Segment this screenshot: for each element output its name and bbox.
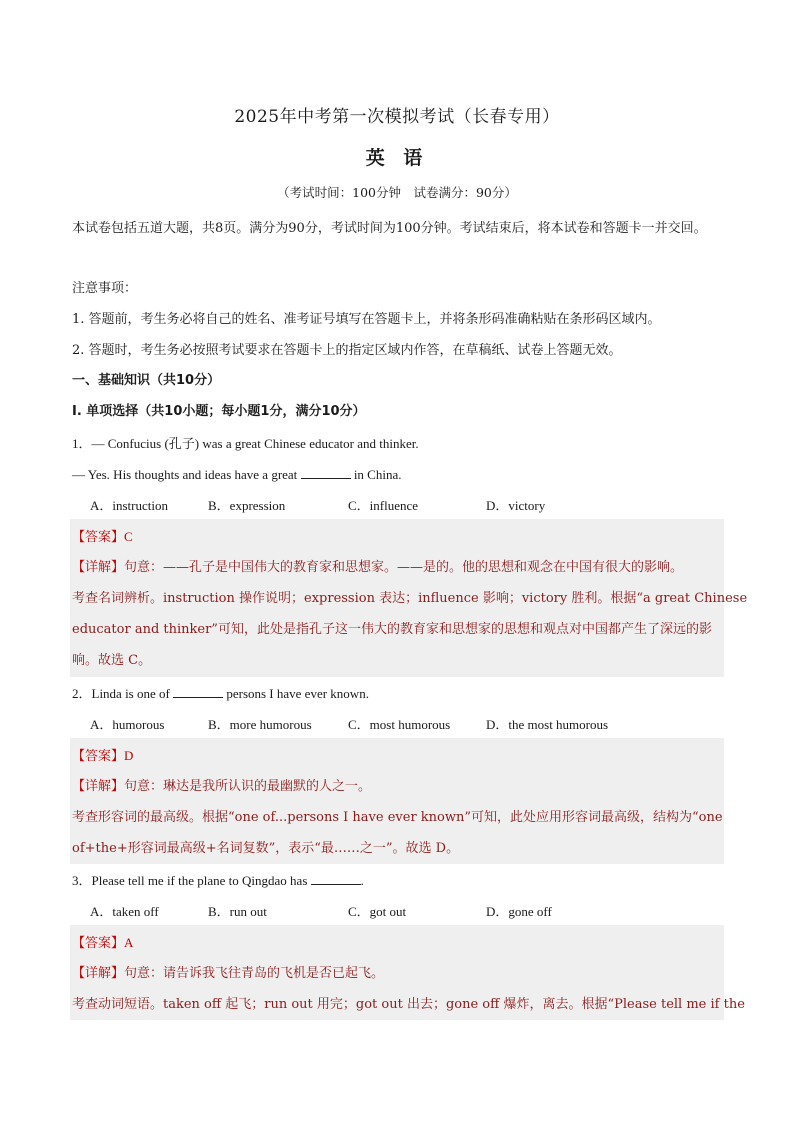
detail-label: 【详解】 xyxy=(72,560,125,575)
option-a: A．instruction xyxy=(90,498,168,513)
option-c: C．influence xyxy=(348,498,419,513)
option-d: D．the most humorous xyxy=(486,717,609,732)
answer-value: C xyxy=(124,529,133,544)
option-b: B．run out xyxy=(208,904,267,919)
detail-text: 句意：琳达是我所认识的最幽默的人之一。 xyxy=(124,779,372,794)
detail-row-1 xyxy=(72,558,722,578)
question-1-stem-2 xyxy=(72,465,724,485)
note-item-1: 1. 答题前，考生务必将自己的姓名、准考证号填写在答题卡上，并将条形码准确粘贴在条形码区域内。 xyxy=(72,312,661,327)
detail-text: 句意：请告诉我飞往青岛的飞机是否已起飞。 xyxy=(124,966,385,981)
question-2-answer-box xyxy=(70,738,724,864)
detail-row-2: 考查动词短语。taken off 起飞；run out 用完；got out 出去；gone off 爆炸，离去。根据“Please tell me if the xyxy=(72,997,745,1012)
answer-label: 【答案】 xyxy=(72,749,125,764)
question-3-answer-box xyxy=(70,925,745,1020)
option-d: D．gone off xyxy=(486,904,552,919)
answer-row xyxy=(72,933,722,954)
detail-row-1 xyxy=(72,964,722,984)
question-3-stem-a: 3．Please tell me if the plane to Qingdao has xyxy=(72,873,311,888)
answer-row xyxy=(72,527,722,548)
option-c: C．got out xyxy=(348,904,407,919)
page-title: 2025年中考第一次模拟考试（长春专用） xyxy=(234,107,560,127)
detail-row-1 xyxy=(72,777,722,797)
question-1-stem-2b: in China. xyxy=(350,467,402,482)
detail-label: 【详解】 xyxy=(72,966,125,981)
detail-row-2: 考查名词辨析。instruction 操作说明；expression 表达；influence 影响；victory 胜利。根据“a great Chinese xyxy=(72,591,748,606)
question-1-answer-box xyxy=(70,519,748,677)
answer-blank xyxy=(173,686,223,698)
option-b: B．more humorous xyxy=(208,717,312,732)
question-1-stem-2a: — Yes. His thoughts and ideas have a great xyxy=(72,467,301,482)
option-c: C．most humorous xyxy=(348,717,451,732)
option-b: B．expression xyxy=(208,498,286,513)
question-3-stem-b: . xyxy=(360,873,364,888)
option-a: A．taken off xyxy=(90,904,159,919)
part-heading: Ⅰ. 单项选择（共10小题；每小题1分，满分10分） xyxy=(72,404,366,419)
exam-info: （考试时间：100分钟 试卷满分：90分） xyxy=(277,185,517,200)
question-1-stem-1: 1．— Confucius (孔子) was a great Chinese educator and thinker. xyxy=(72,436,419,451)
note-item-2: 2. 答题时，考生务必按照考试要求在答题卡上的指定区域内作答，在草稿纸、试卷上答题无效。 xyxy=(72,343,622,358)
question-3-stem xyxy=(72,871,724,891)
detail-row-4: 响。故选 C。 xyxy=(72,653,152,668)
detail-text: 句意：——孔子是中国伟大的教育家和思想家。——是的。他的思想和观念在中国有很大的影响。 xyxy=(124,560,684,575)
detail-row-3: of+the+形容词最高级+名词复数”，表示“最……之一”。故选 D。 xyxy=(72,841,460,856)
answer-value: D xyxy=(124,748,134,763)
option-d: D．victory xyxy=(486,498,546,513)
detail-row-3: educator and thinker”可知，此处是指孔子这一伟大的教育家和思想家的思想和观点对中国都产生了深远的影 xyxy=(72,622,712,637)
option-a: A．humorous xyxy=(90,717,165,732)
answer-blank xyxy=(301,467,351,479)
section-heading: 一、基础知识（共10分） xyxy=(72,373,221,388)
subject-title: 英 语 xyxy=(365,147,429,169)
question-2-stem-a: 2．Linda is one of xyxy=(72,686,174,701)
question-2-stem xyxy=(72,684,724,704)
answer-label: 【答案】 xyxy=(72,530,125,545)
answer-value: A xyxy=(124,935,134,950)
question-2-stem-b: persons I have ever known. xyxy=(223,686,369,701)
answer-row xyxy=(72,746,722,767)
detail-row-2: 考查形容词的最高级。根据“one of...persons I have ever known”可知，此处应用形容词最高级，结构为“one xyxy=(72,810,723,825)
intro-paragraph: 本试卷包括五道大题，共8页。满分为90分，考试时间为100分钟。考试结束后，将本试卷和答题卡一并交回。 xyxy=(72,221,707,236)
answer-label: 【答案】 xyxy=(72,936,125,951)
notes-heading: 注意事项： xyxy=(72,281,138,296)
answer-blank xyxy=(311,873,361,885)
detail-label: 【详解】 xyxy=(72,779,125,794)
